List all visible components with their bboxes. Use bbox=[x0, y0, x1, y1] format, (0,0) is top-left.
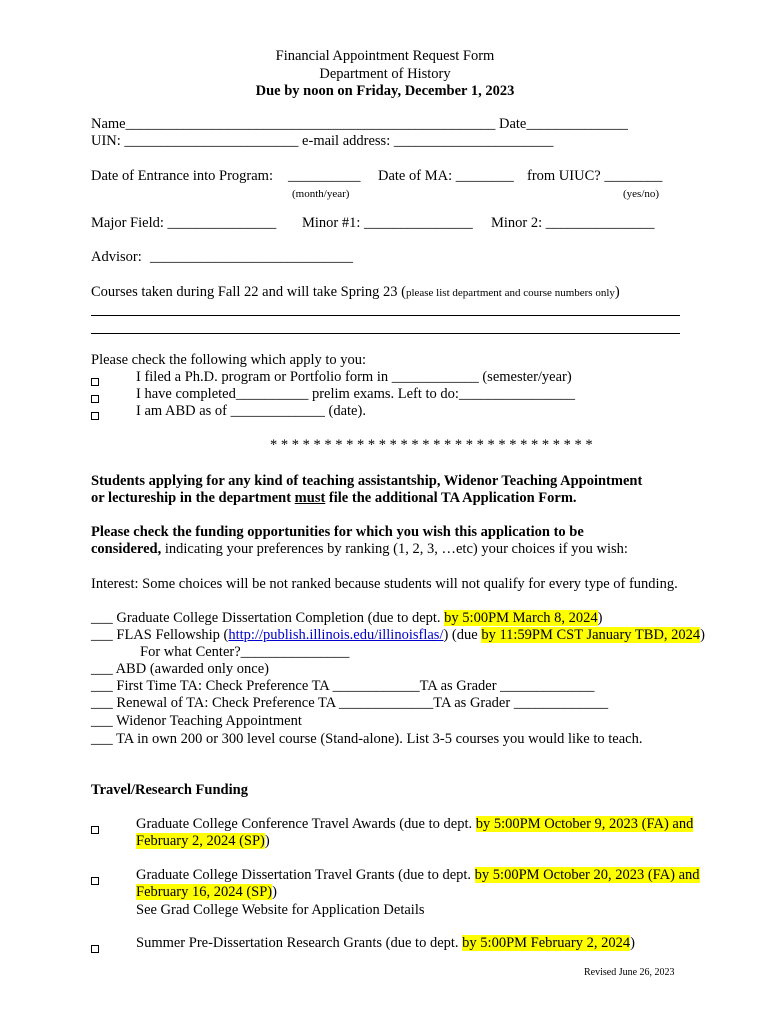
entrance-label: Date of Entrance into Program: bbox=[91, 168, 273, 184]
ta-notice-line2: or lectureship in the department must file the additional TA Application Form. bbox=[91, 490, 577, 506]
courses-label: Courses taken during Fall 22 and will take Spring 23 (please list department and course numbers only) bbox=[91, 284, 620, 300]
ta-notice-line1: Students applying for any kind of teaching assistantship, Widenor Teaching Appointment bbox=[91, 473, 643, 489]
advisor-label: Advisor: bbox=[91, 249, 142, 265]
checkbox-abd[interactable] bbox=[91, 408, 101, 418]
minor2-field[interactable]: Minor 2: _______________ bbox=[491, 215, 655, 231]
from-uiuc-field[interactable]: from UIUC? ________ bbox=[527, 168, 663, 184]
funding-intro-line1: Please check the funding opportunities for which you wish this application to be bbox=[91, 524, 584, 540]
checkbox-prelims[interactable] bbox=[91, 391, 101, 401]
funding-intro-line2: considered, indicating your preferences by ranking (1, 2, 3, …etc) your choices if you wish: bbox=[91, 541, 628, 557]
must-emphasis: must bbox=[294, 490, 326, 506]
flas-link[interactable]: http://publish.illinois.edu/illinoisflas/ bbox=[228, 627, 444, 643]
check-item-abd: I am ABD as of _____________ (date). bbox=[136, 403, 366, 419]
checkbox-summer-research[interactable] bbox=[91, 941, 101, 951]
form-title: Financial Appointment Request Form bbox=[275, 48, 495, 64]
travel-summer: Summer Pre-Dissertation Research Grants (due to dept. by 5:00PM February 2, 2024) bbox=[136, 935, 635, 951]
travel-conference-line1: Graduate College Conference Travel Awards (due to dept. by 5:00PM October 9, 2023 (FA) and bbox=[136, 816, 694, 832]
funding-flas[interactable]: ___ FLAS Fellowship (http://publish.illinois.edu/illinoisflas/) (due by 11:59PM CST January TBD, 2024) bbox=[91, 627, 706, 643]
uin-email-line[interactable]: UIN: ________________________ e-mail address: ______________________ bbox=[91, 133, 554, 149]
checkbox-program-form[interactable] bbox=[91, 374, 101, 384]
interest-note: Interest: Some choices will be not ranked because students will not qualify for every type of funding. bbox=[91, 576, 678, 592]
ma-date-field[interactable]: Date of MA: ________ bbox=[378, 168, 514, 184]
name-date-line[interactable]: Name___________________________________________________ Date______________ bbox=[91, 116, 628, 132]
funding-widenor[interactable]: ___ Widenor Teaching Appointment bbox=[91, 713, 302, 729]
funding-renewal-ta[interactable]: ___ Renewal of TA: Check Preference TA _____________TA as Grader _____________ bbox=[91, 695, 609, 711]
entrance-field[interactable]: __________ bbox=[288, 168, 361, 184]
month-year-hint: (month/year) bbox=[292, 188, 350, 200]
checklist-intro: Please check the following which apply to you: bbox=[91, 352, 367, 368]
check-item-prelims: I have completed__________ prelim exams. Left to do:________________ bbox=[136, 386, 575, 402]
advisor-field[interactable]: ____________________________ bbox=[150, 249, 353, 265]
check-item-program-form: I filed a Ph.D. program or Portfolio form in ____________ (semester/year) bbox=[136, 369, 572, 385]
courses-line-1[interactable] bbox=[91, 315, 680, 316]
checkbox-conference-travel[interactable] bbox=[91, 822, 101, 832]
funding-first-time-ta[interactable]: ___ First Time TA: Check Preference TA ____________TA as Grader _____________ bbox=[91, 678, 595, 694]
yes-no-hint: (yes/no) bbox=[623, 188, 660, 200]
revised-date: Revised June 26, 2023 bbox=[584, 967, 675, 978]
travel-dissertation-line2: February 16, 2024 (SP)) bbox=[136, 884, 277, 900]
asterisk-separator: * * * * * * * * * * * * * * * * * * * * * * * * * * * * * * bbox=[270, 437, 593, 453]
funding-dissertation-completion[interactable]: ___ Graduate College Dissertation Completion (due to dept. by 5:00PM March 8, 2024) bbox=[91, 610, 603, 626]
department-name: Department of History bbox=[319, 66, 451, 82]
travel-dissertation-note: See Grad College Website for Application Details bbox=[136, 902, 425, 918]
travel-conference-line2: February 2, 2024 (SP)) bbox=[136, 833, 270, 849]
funding-abd[interactable]: ___ ABD (awarded only once) bbox=[91, 661, 269, 677]
major-field[interactable]: Major Field: _______________ bbox=[91, 215, 277, 231]
deadline-notice: Due by noon on Friday, December 1, 2023 bbox=[255, 83, 515, 99]
flas-center-field[interactable]: For what Center?_______________ bbox=[140, 644, 350, 660]
courses-line-2[interactable] bbox=[91, 333, 680, 334]
funding-own-course[interactable]: ___ TA in own 200 or 300 level course (Stand-alone). List 3-5 courses you would like to teach. bbox=[91, 731, 643, 747]
minor1-field[interactable]: Minor #1: _______________ bbox=[302, 215, 473, 231]
checkbox-dissertation-travel[interactable] bbox=[91, 873, 101, 883]
travel-dissertation-line1: Graduate College Dissertation Travel Grants (due to dept. by 5:00PM October 20, 2023 (FA) and bbox=[136, 867, 700, 883]
travel-heading: Travel/Research Funding bbox=[91, 782, 248, 798]
